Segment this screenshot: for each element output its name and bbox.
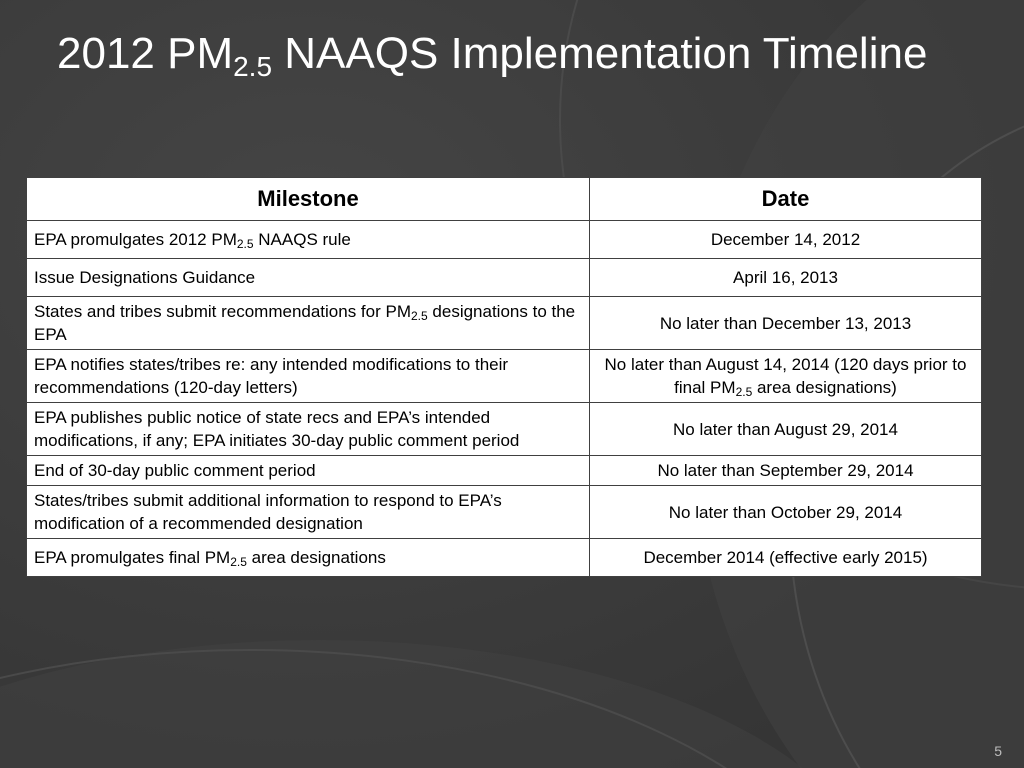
title-subscript: 2.5 bbox=[233, 51, 273, 82]
date-cell: April 16, 2013 bbox=[590, 259, 982, 297]
milestone-cell: End of 30-day public comment period bbox=[27, 456, 590, 486]
date-cell: No later than September 29, 2014 bbox=[590, 456, 982, 486]
date-cell: No later than October 29, 2014 bbox=[590, 486, 982, 539]
table-row bbox=[27, 539, 982, 577]
header-date: Date bbox=[590, 178, 982, 221]
table-row bbox=[27, 403, 982, 456]
date-cell: No later than August 29, 2014 bbox=[590, 403, 982, 456]
table-row bbox=[27, 221, 982, 259]
milestone-cell: States and tribes submit recommendations for $PM_{2.5}$ designations to the EPA bbox=[27, 297, 590, 350]
date-cell: No later than December 13, 2013 bbox=[590, 297, 982, 350]
table-header-row bbox=[27, 178, 982, 221]
table-row bbox=[27, 259, 982, 297]
header-milestone: Milestone bbox=[27, 178, 590, 221]
title-suffix: NAAQS Implementation Timeline bbox=[272, 29, 928, 78]
milestone-cell: States/tribes submit additional information to respond to EPA’s modification of a recommended designation bbox=[27, 486, 590, 539]
milestone-cell: EPA notifies states/tribes re: any intended modifications to their recommendations (120-day letters) bbox=[27, 350, 590, 403]
title-prefix: 2012 PM bbox=[57, 29, 234, 78]
table-row bbox=[27, 297, 982, 350]
slide-title bbox=[57, 28, 957, 80]
milestone-cell: EPA promulgates 2012 $PM_{2.5}$ NAAQS rule bbox=[27, 221, 590, 259]
milestone-cell: Issue Designations Guidance bbox=[27, 259, 590, 297]
table-row bbox=[27, 456, 982, 486]
date-cell: December 14, 2012 bbox=[590, 221, 982, 259]
table-row bbox=[27, 350, 982, 403]
date-cell: No later than August 14, 2014 (120 days prior to final $PM_{2.5}$ area designations) bbox=[590, 350, 982, 403]
timeline-table bbox=[26, 177, 982, 577]
milestone-cell: EPA promulgates final $PM_{2.5}$ area designations bbox=[27, 539, 590, 577]
table-row bbox=[27, 486, 982, 539]
page-number: 5 bbox=[994, 743, 1002, 759]
milestone-cell: EPA publishes public notice of state recs and EPA’s intended modifications, if any; EPA initiates 30-day public comment period bbox=[27, 403, 590, 456]
date-cell: December 2014 (effective early 2015) bbox=[590, 539, 982, 577]
